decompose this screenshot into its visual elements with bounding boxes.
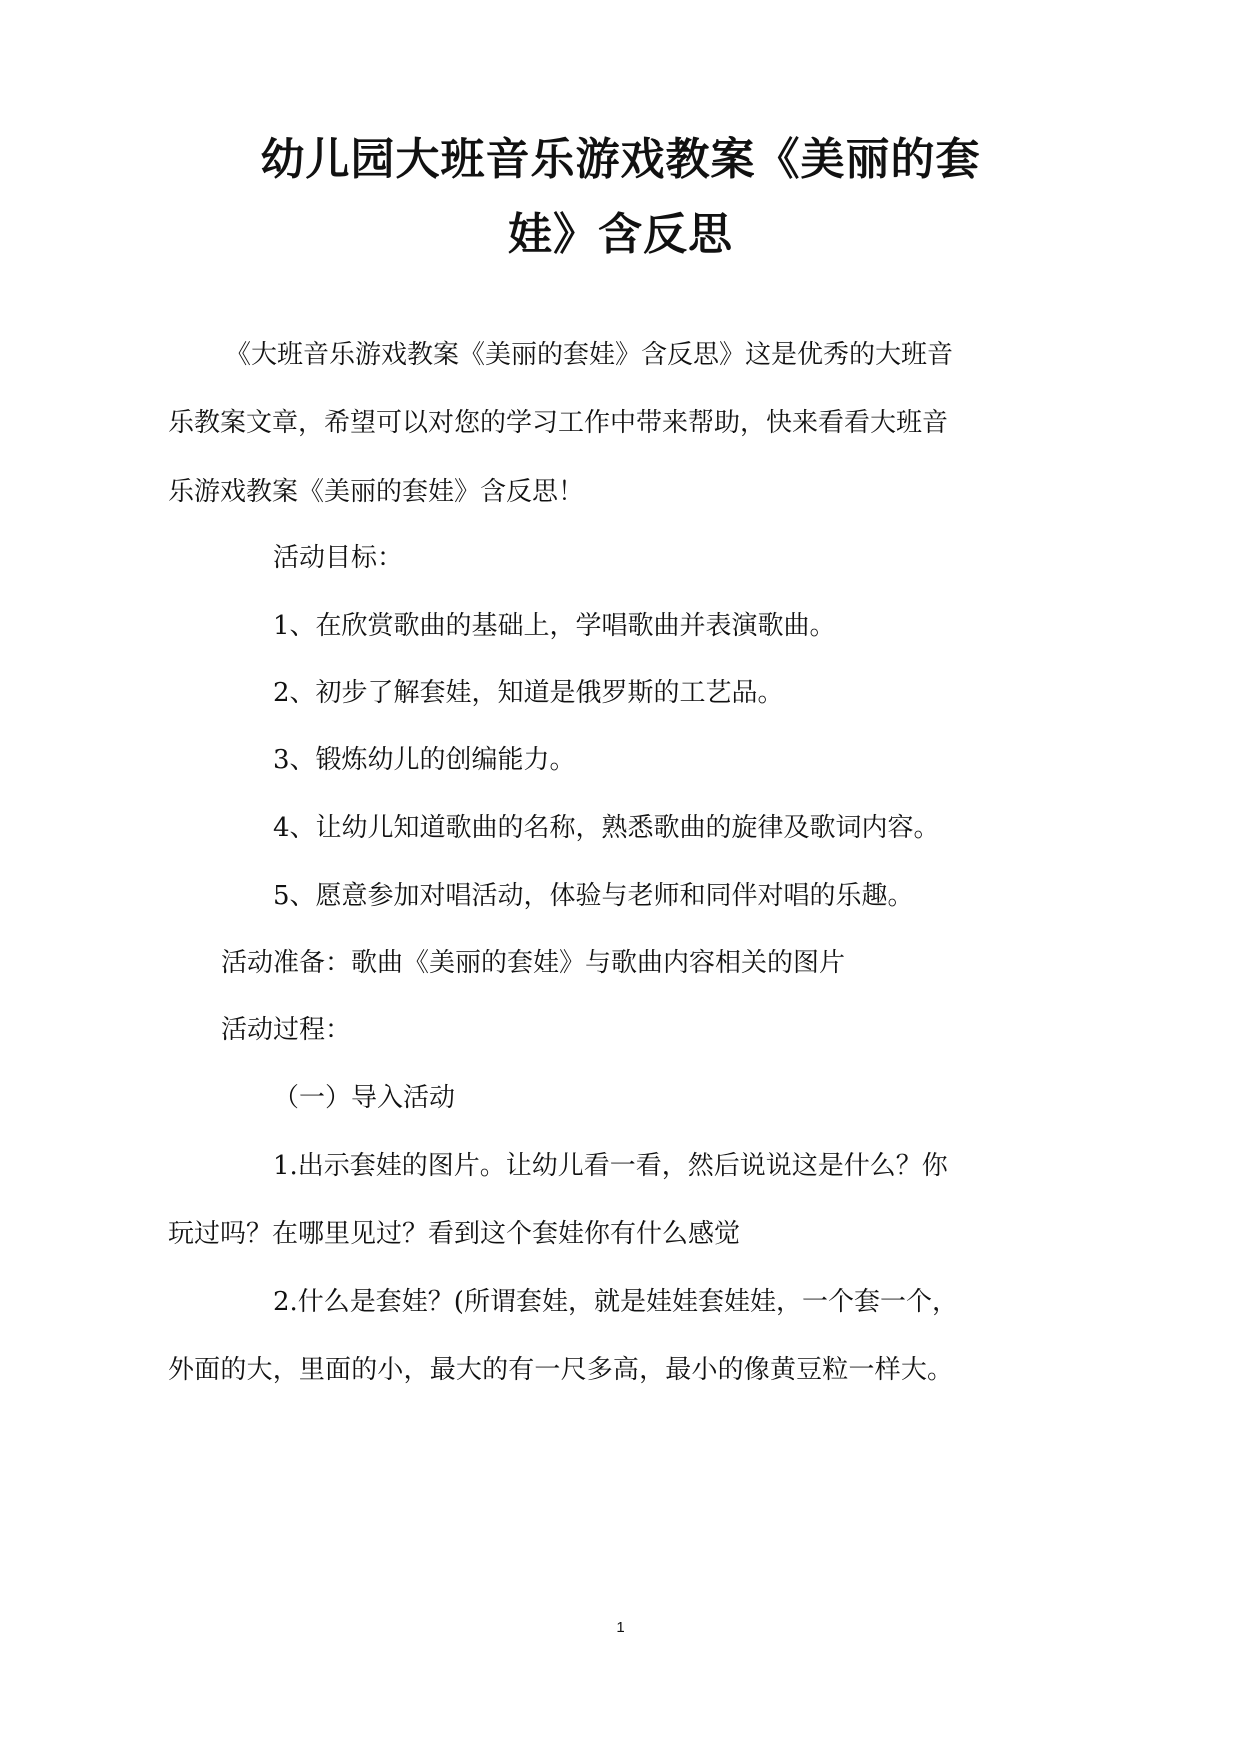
- step-2-line-1: 2.什么是套娃？(所谓套娃，就是娃娃套娃娃，一个套一个，: [273, 1287, 958, 1317]
- goal-item: 3、锻炼幼儿的创编能力。: [273, 745, 576, 775]
- preparation-text: 活动准备：歌曲《美丽的套娃》与歌曲内容相关的图片: [221, 948, 846, 978]
- goals-heading: 活动目标：: [273, 543, 404, 573]
- goal-item: 5、愿意参加对唱活动，体验与老师和同伴对唱的乐趣。: [273, 881, 914, 911]
- goal-item: 2、初步了解套娃，知道是俄罗斯的工艺品。: [273, 678, 784, 708]
- document-title-line-1: 幼儿园大班音乐游戏教案《美丽的套: [260, 134, 981, 185]
- section-heading: （一）导入活动: [273, 1083, 456, 1113]
- goal-item: 1、在欣赏歌曲的基础上，学唱歌曲并表演歌曲。: [273, 611, 836, 641]
- goal-item: 4、让幼儿知道歌曲的名称，熟悉歌曲的旋律及歌词内容。: [273, 813, 940, 843]
- step-1-line-1: 1.出示套娃的图片。让幼儿看一看，然后说说这是什么？你: [273, 1151, 948, 1181]
- intro-line-1: 《大班音乐游戏教案《美丽的套娃》含反思》这是优秀的大班音: [225, 340, 954, 370]
- step-2-line-2: 外面的大，里面的小，最大的有一尺多高，最小的像黄豆粒一样大。: [168, 1355, 953, 1385]
- page-number: 1: [616, 1619, 625, 1636]
- intro-line-3: 乐游戏教案《美丽的套娃》含反思！: [168, 477, 585, 507]
- intro-line-2: 乐教案文章，希望可以对您的学习工作中带来帮助，快来看看大班音: [168, 408, 949, 438]
- document-title-line-2: 娃》含反思: [508, 209, 733, 260]
- process-heading: 活动过程：: [221, 1015, 352, 1045]
- step-1-line-2: 玩过吗？在哪里见过？看到这个套娃你有什么感觉: [168, 1219, 741, 1249]
